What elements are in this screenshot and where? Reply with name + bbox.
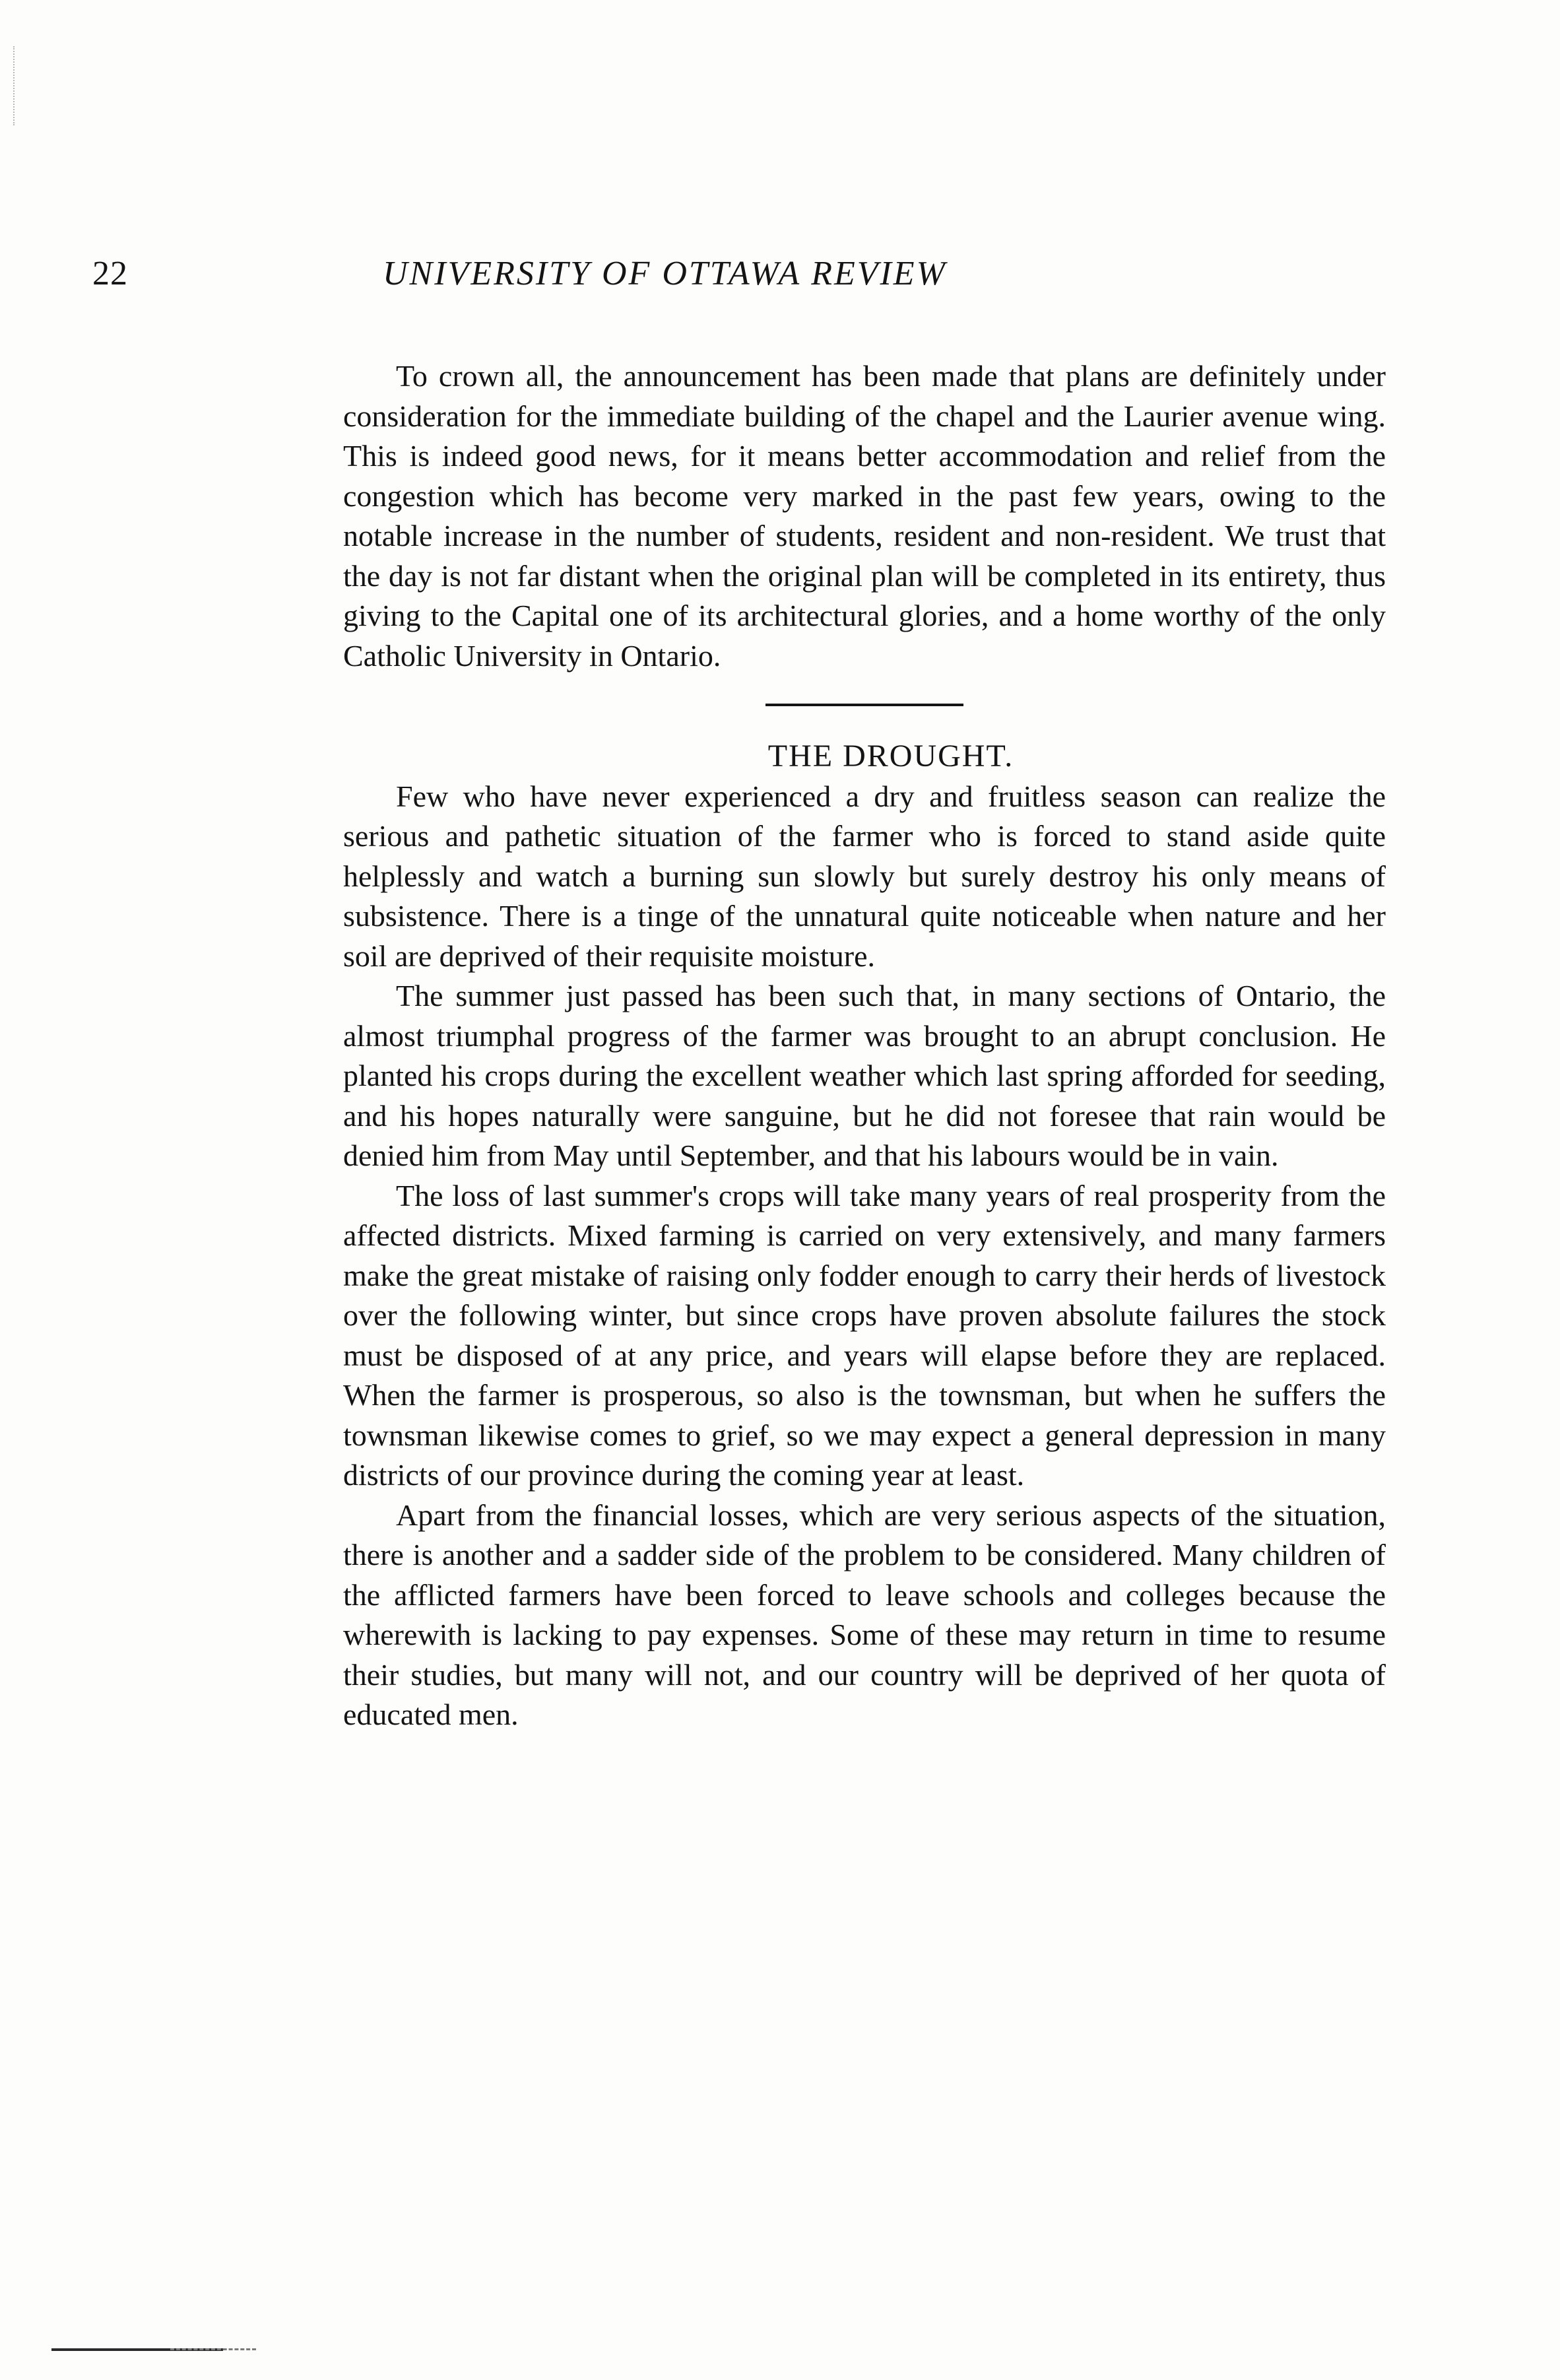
paragraph-drought-intro: Few who have never experienced a dry and fruitless season can realize the serious and pathetic situation of the farmer who is forced to stand aside quite helplessly and watch a burning sun slowly but surely destroy his only means of subsistence. There is a tinge of the unnatural quite noticeable when nature and her soil are deprived of their requisite moisture. — [343, 779, 1386, 973]
section-title: THE DROUGHT. — [767, 739, 1014, 774]
margin-marks — [13, 46, 17, 125]
paragraph-summer-crops: The summer just passed has been such that, in many sections of Ontario, the almost triumphal progress of the farmer was brought to an abrupt conclusion. He planted his crops during the excellent weather which last spring afforded for seeding, and his hopes naturally were sanguine, but he did not foresee that rain would be denied him from May until September, and that his labours would be in vain. — [343, 979, 1386, 1172]
paragraph-crop-losses: The loss of last summer's crops will take many years of real prosperity from the affected districts. Mixed farming is carried on very extensively, and many farmers make the great mistake of raising only fodder enough to carry their herds of livestock over the following winter, but since crops have proven absolute failures the stock must be disposed of at any price, and years will elapse before they are replaced. When the farmer is prosperous, so also is the townsman, but when he suffers the townsman likewise comes to grief, so we may expect a general depression in many districts of our province during the coming year at least. — [343, 1178, 1386, 1492]
journal-title: UNIVERSITY OF OTTAWA REVIEW — [383, 255, 947, 292]
paragraph-chapel-announcement: To crown all, the announcement has been made that plans are definitely under consideration for the immediate building of the chapel and the Laurier avenue wing. This is indeed good news, for it means better accommodation and relief from the congestion which has become very marked in the past few years, owing to the notable increase in the number of students, resident and non-resident. We trust that the day is not far distant when the original plan will be completed in its entirety, thus giving to the Capital one of its architectural glories, and a home worthy of the only Catholic University in Ontario. — [343, 359, 1386, 673]
section-divider — [765, 704, 963, 706]
running-head — [92, 254, 1399, 307]
footer-scan-marks — [51, 2348, 223, 2354]
paragraph-education-impact: Apart from the financial losses, which are very serious aspects of the situation, there is another and a sadder side of the problem to be considered. Many children of the afflicted farmers have been forced to leave schools and colleges because the wherewith is lacking to pay expenses. Some of these may return in time to resume their studies, but many will not, and our country will be deprived of her quota of educated men. — [343, 1498, 1386, 1731]
page-number: 22 — [92, 255, 128, 292]
article-body — [343, 356, 1386, 1735]
